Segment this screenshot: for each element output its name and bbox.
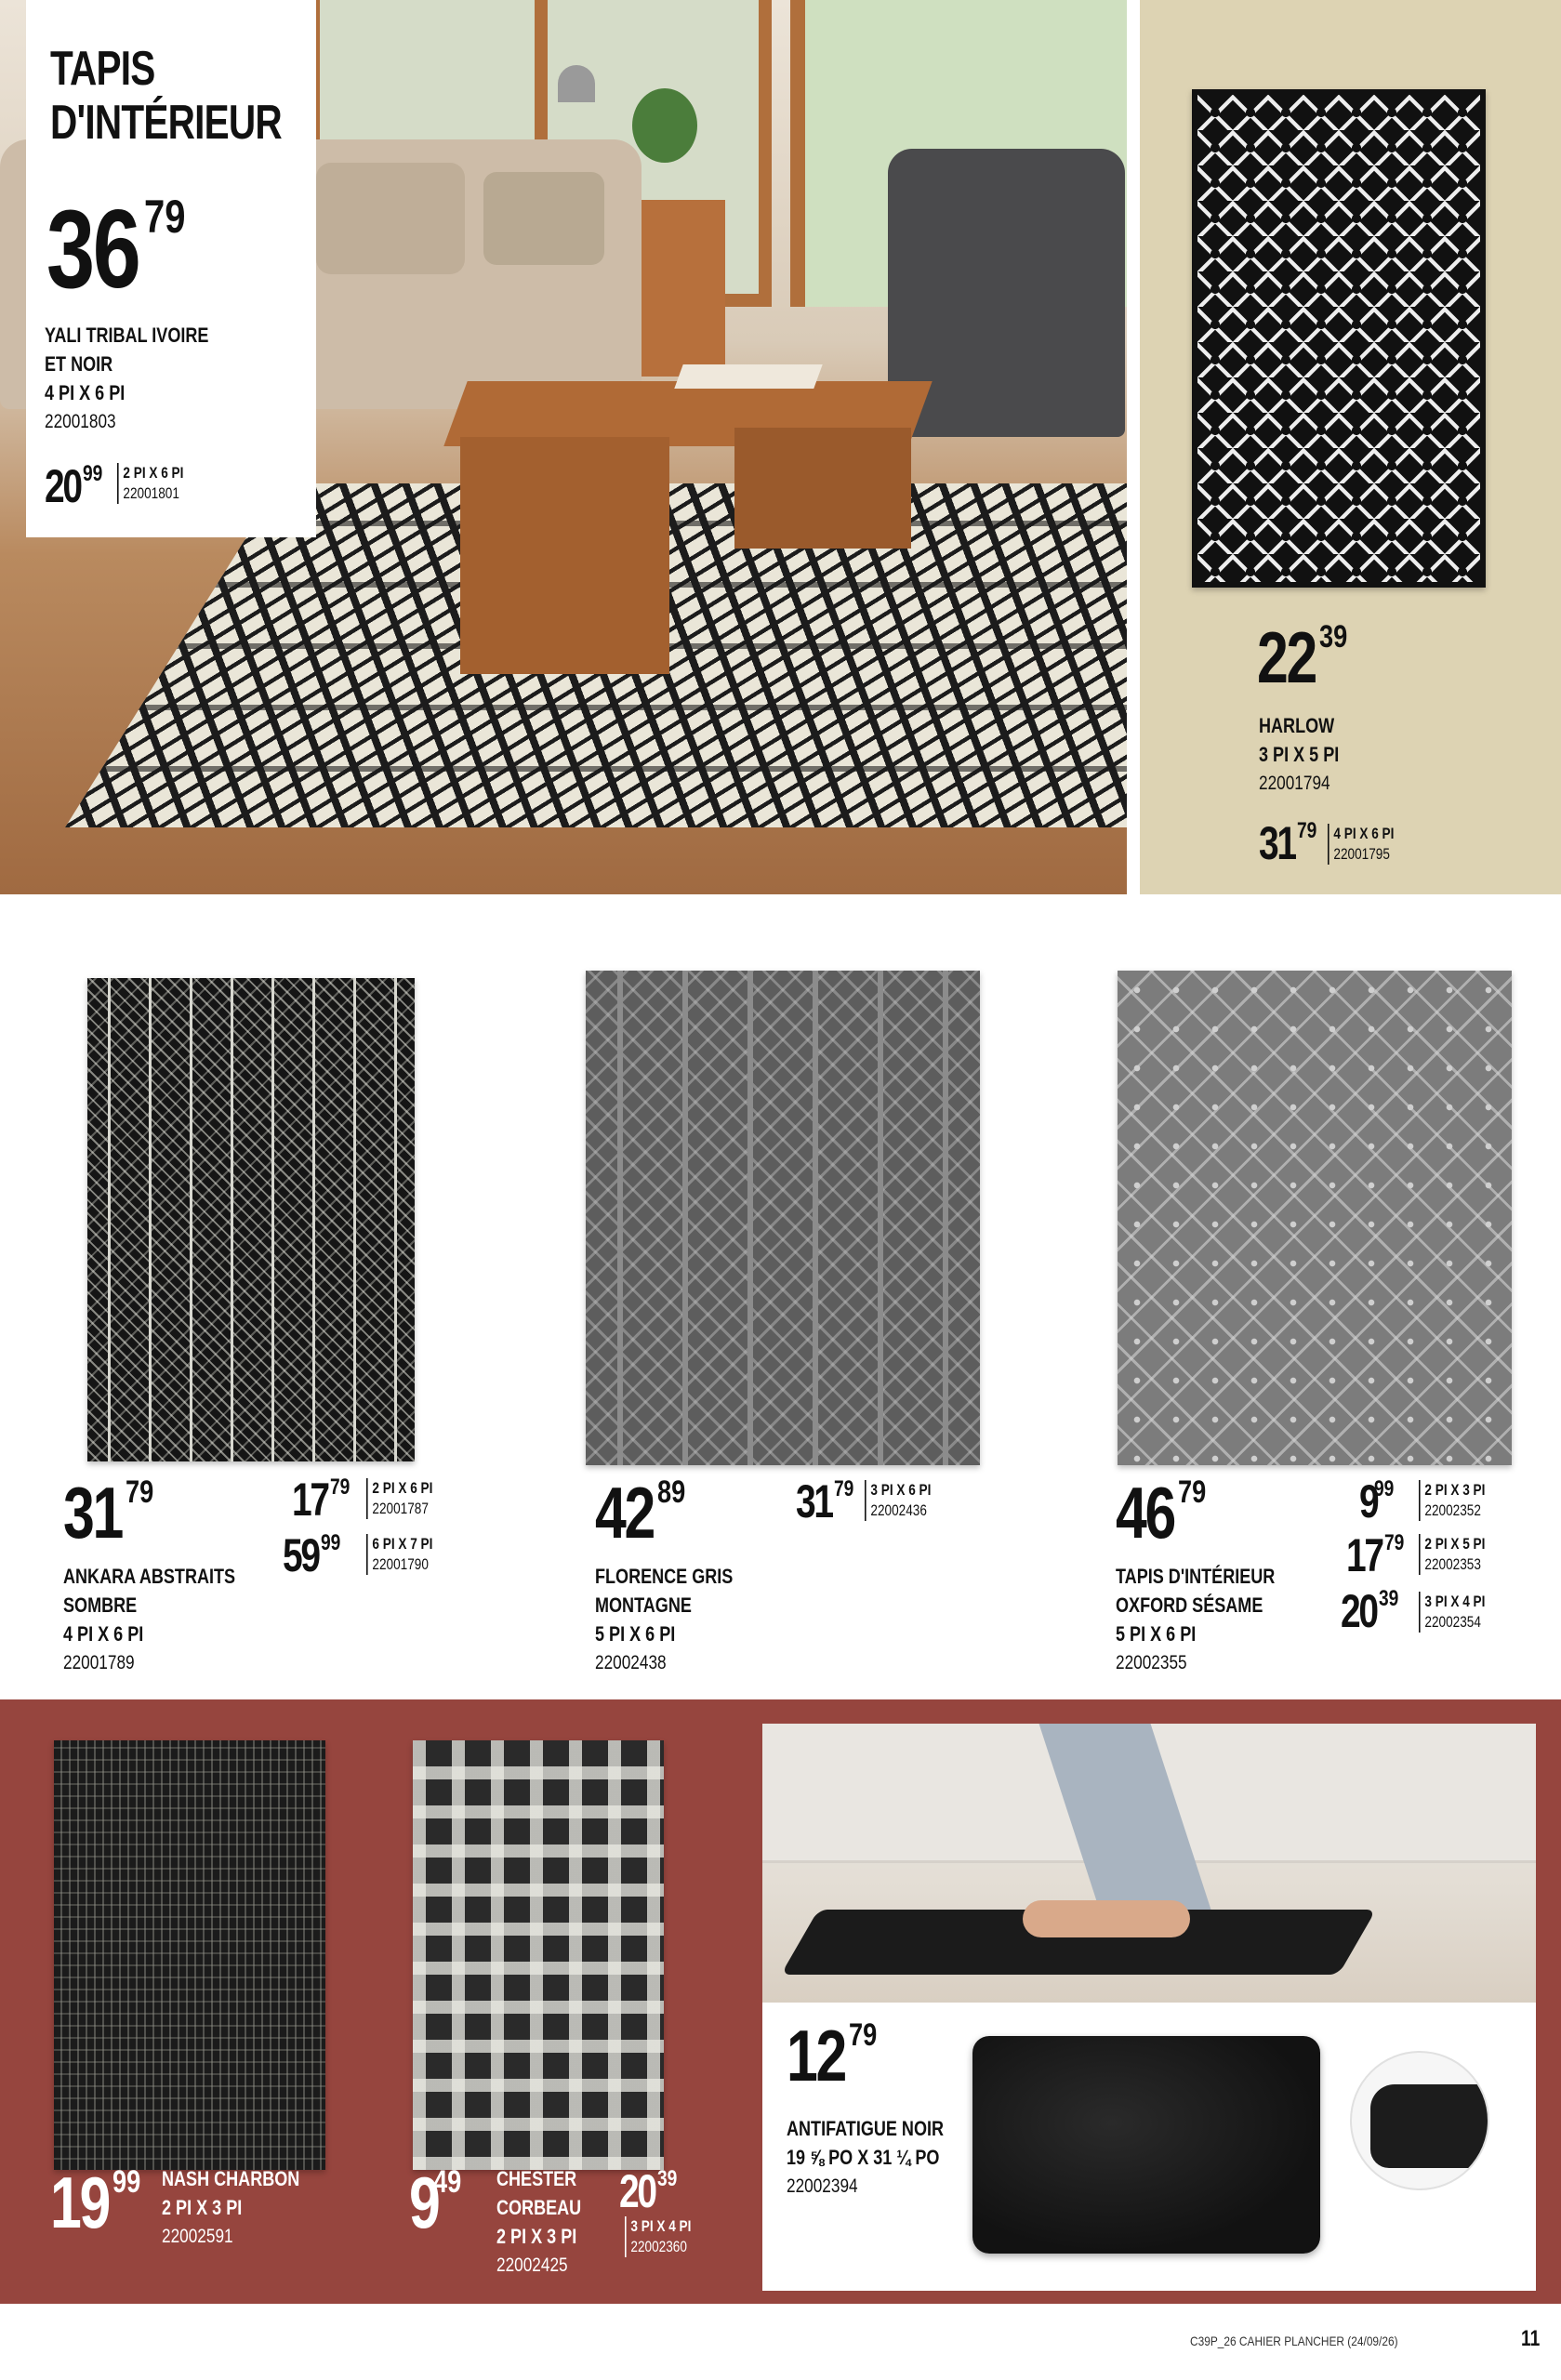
mat-edge-detail — [1350, 2051, 1489, 2190]
ankara-rug — [87, 978, 415, 1461]
oxford-alt3-tag: 3 PI X 4 PI 22002354 — [1419, 1592, 1485, 1633]
antifatigue-product-info: ANTIFATIGUE NOIR 19 ⅝ PO X 31 ¼ PO 22002394 — [787, 2117, 945, 2197]
kitchen-photo — [762, 1724, 1536, 2003]
oxford-alt2-price: 1779 — [1346, 1529, 1404, 1581]
harlow-price: 22 39 — [1257, 616, 1348, 698]
plant — [632, 88, 697, 163]
florence-alt-price: 3179 — [796, 1475, 853, 1527]
side-table — [642, 200, 725, 377]
antifatigue-mat — [972, 2036, 1320, 2254]
harlow-product-info: HARLOW 3 PI X 5 PI 22001794 — [1259, 714, 1340, 794]
harlow-alt-tag: 4 PI X 6 PI 22001795 — [1328, 824, 1394, 865]
hero-alt-tag: 2 PI X 6 PI 22001801 — [117, 463, 183, 504]
coffee-table-leg — [460, 437, 669, 674]
chester-alt-price: 2039 — [619, 2165, 677, 2217]
antifatigue-box — [762, 1724, 1536, 2291]
hero-product-info: YALI TRIBAL IVOIRE ET NOIR 4 PI X 6 PI 22001803 — [45, 324, 209, 432]
ankara-alt1-price: 1779 — [292, 1474, 350, 1526]
chester-rug — [413, 1740, 664, 2170]
book — [674, 364, 822, 389]
sofa-cushion — [483, 172, 604, 265]
oxford-alt3-price: 2039 — [1341, 1585, 1398, 1637]
ankara-alt2-tag: 6 PI X 7 PI 22001790 — [366, 1534, 432, 1575]
nash-product-info: NASH CHARBON 2 PI X 3 PI 22002591 — [162, 2167, 300, 2247]
oxford-alt1-tag: 2 PI X 3 PI 22002352 — [1419, 1480, 1485, 1521]
mat-corner — [1370, 2084, 1489, 2168]
ankara-alt2-price: 5999 — [283, 1529, 340, 1581]
florence-product-info: FLORENCE GRIS MONTAGNE 5 PI X 6 PI 22002438 — [595, 1565, 734, 1673]
nash-rug — [54, 1740, 325, 2170]
sofa-cushion — [316, 163, 465, 274]
footer-code: C39P_26 CAHIER PLANCHER (24/09/26) — [1190, 2334, 1398, 2348]
ankara-price: 31 79 — [63, 1472, 154, 1554]
harlow-rug — [1192, 89, 1486, 588]
chester-product-info: CHESTER CORBEAU 2 PI X 3 PI 22002425 — [496, 2167, 582, 2276]
chester-alt-tag: 3 PI X 4 PI 22002360 — [625, 2216, 691, 2257]
harlow-alt-price: 3179 — [1259, 817, 1316, 869]
hero-price: 36 79 — [46, 187, 186, 311]
lamp — [558, 65, 595, 102]
chester-price: 949 — [409, 2162, 462, 2243]
oxford-price: 46 79 — [1116, 1472, 1207, 1554]
florence-price: 42 89 — [595, 1472, 686, 1554]
section-title: TAPIS D'INTÉRIEUR — [50, 42, 282, 150]
harlow-panel — [1140, 0, 1561, 894]
hero-alt-price: 2099 — [45, 460, 102, 512]
ankara-product-info: ANKARA ABSTRAITS SOMBRE 4 PI X 6 PI 22001789 — [63, 1565, 236, 1673]
oxford-product-info: TAPIS D'INTÉRIEUR OXFORD SÉSAME 5 PI X 6 PI 22002355 — [1116, 1565, 1276, 1673]
florence-rug — [586, 971, 980, 1465]
feet — [1023, 1900, 1190, 1937]
page-number: 11 — [1521, 2326, 1541, 2351]
oxford-alt1-price: 999 — [1359, 1475, 1395, 1527]
oxford-rug — [1118, 971, 1512, 1465]
antifatigue-price: 12 79 — [787, 2015, 878, 2096]
oxford-alt2-tag: 2 PI X 5 PI 22002353 — [1419, 1534, 1485, 1575]
nash-price: 19 99 — [50, 2162, 141, 2243]
ankara-alt1-tag: 2 PI X 6 PI 22001787 — [366, 1478, 432, 1519]
florence-alt-tag: 3 PI X 6 PI 22002436 — [865, 1480, 931, 1521]
coffee-table-leg — [734, 428, 911, 549]
bottom-band — [0, 1699, 1561, 2304]
hero-info-card — [26, 0, 316, 537]
